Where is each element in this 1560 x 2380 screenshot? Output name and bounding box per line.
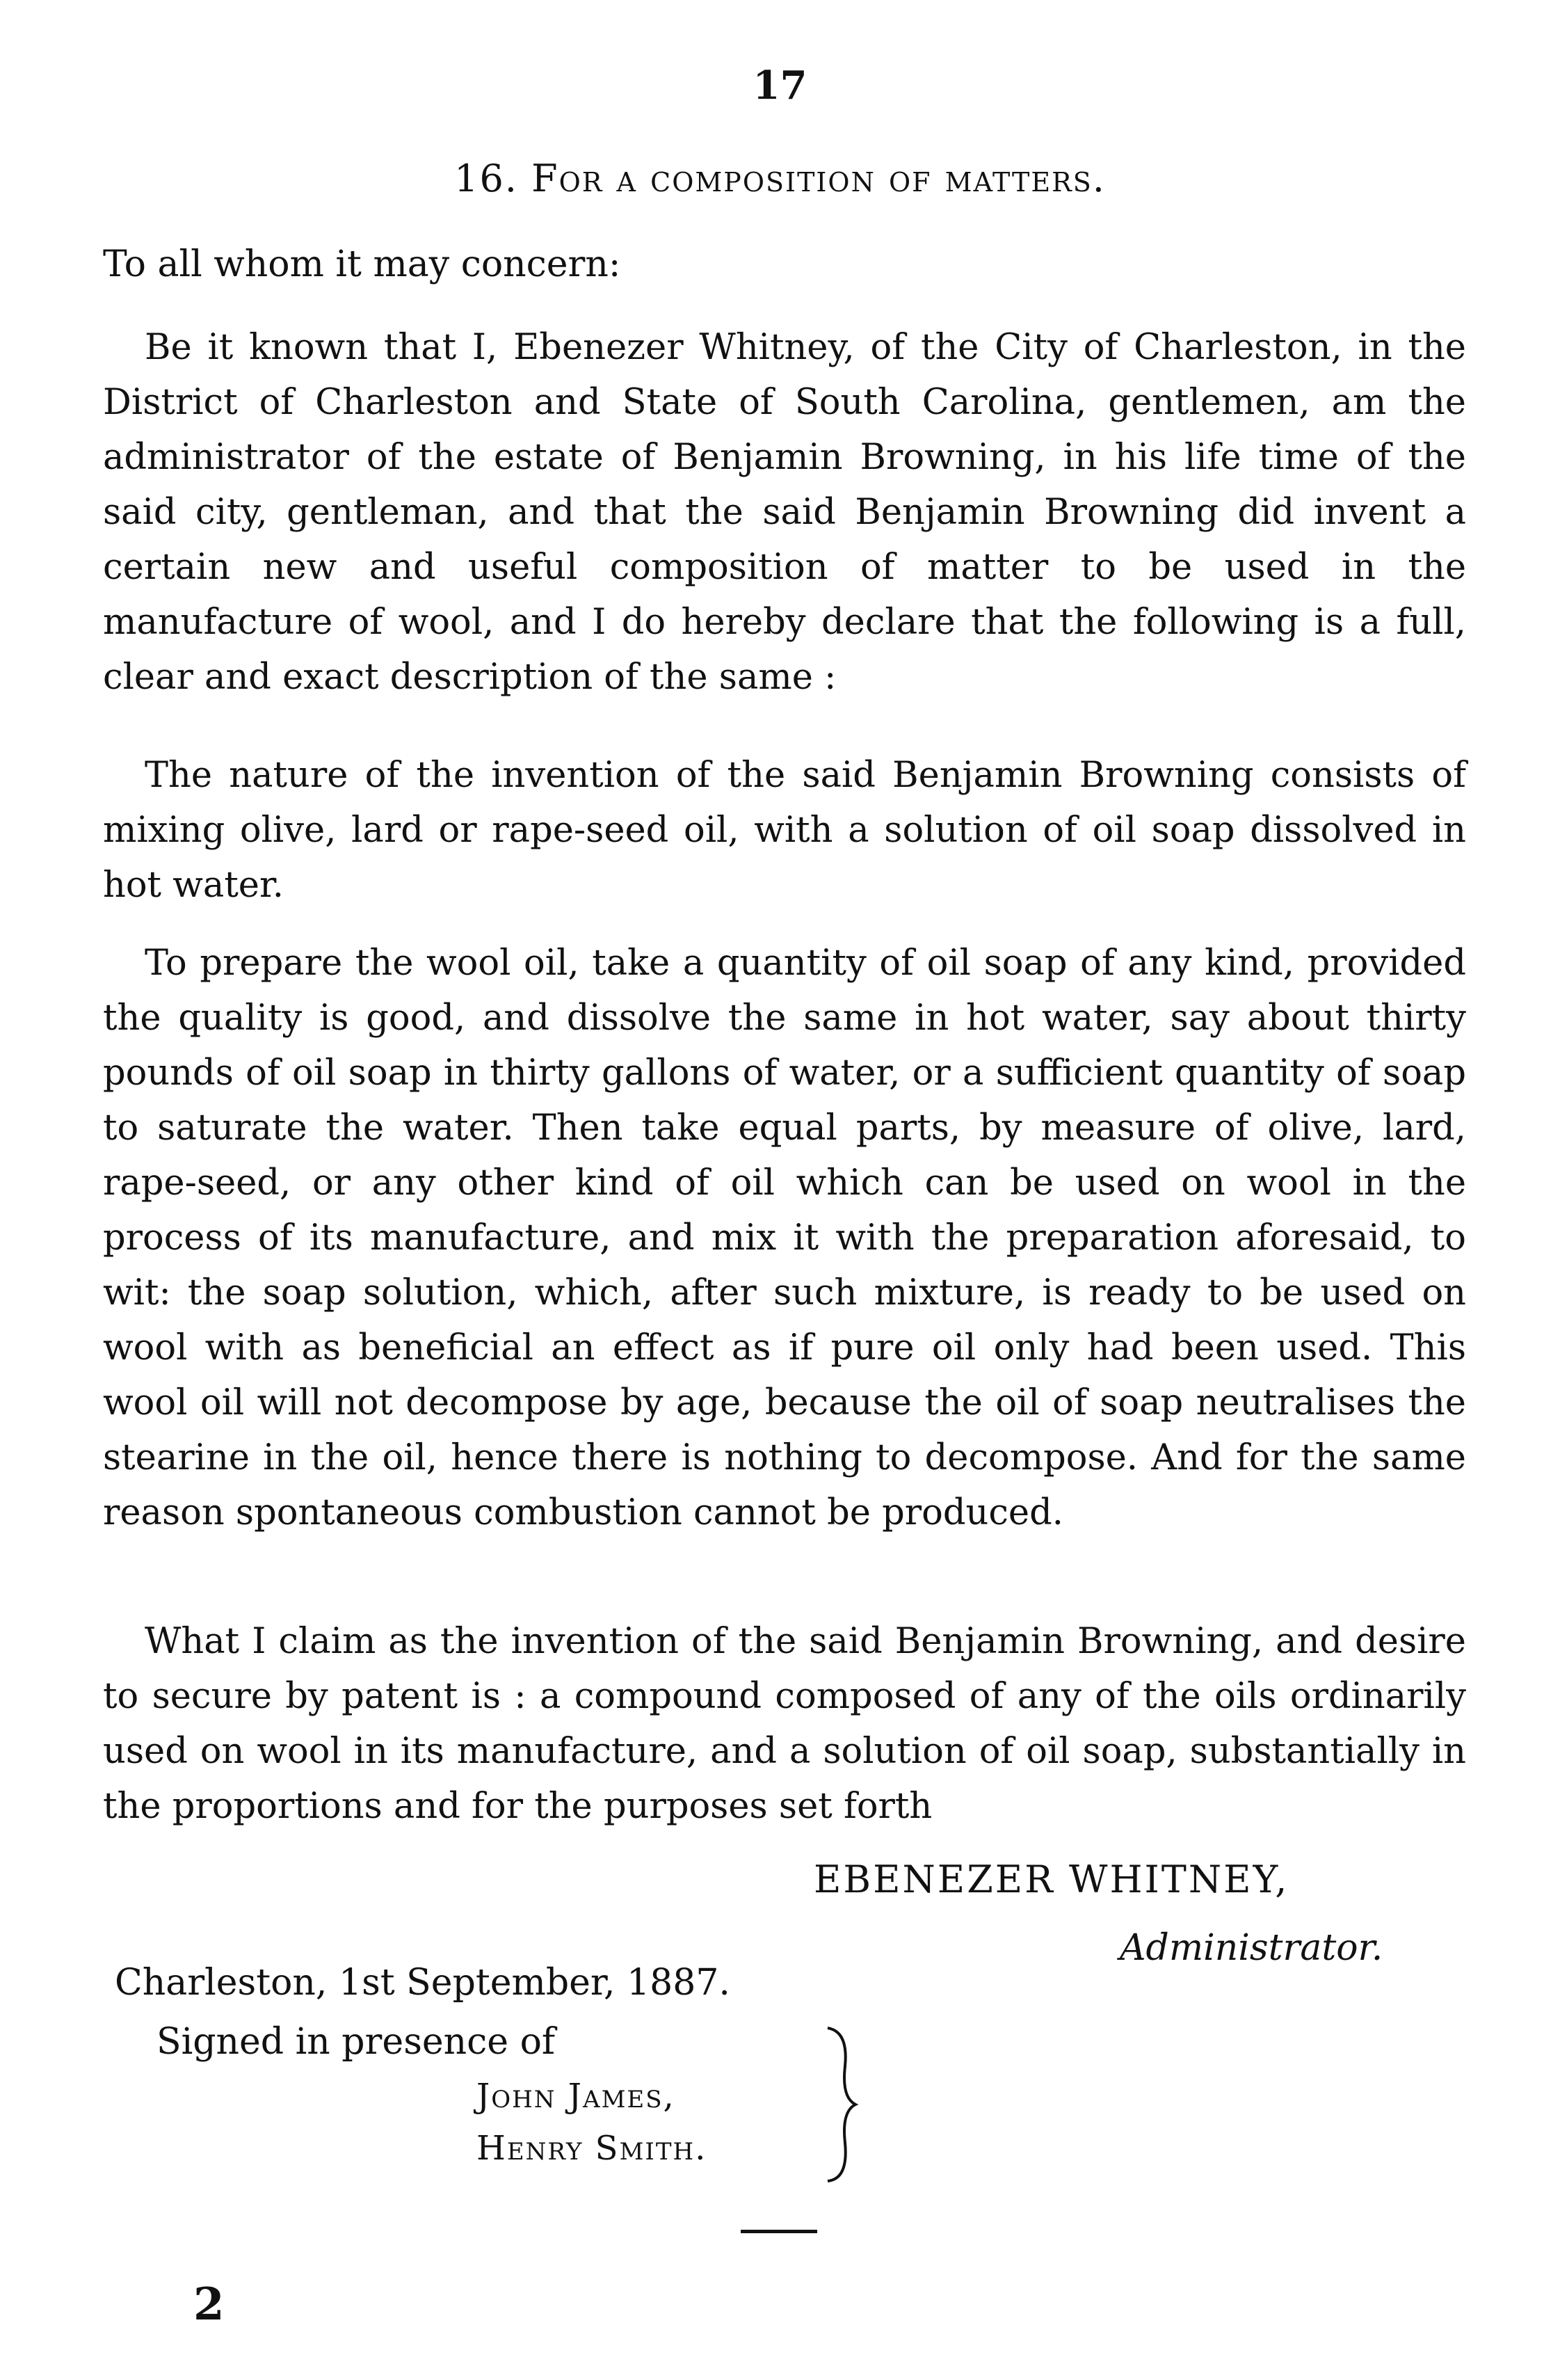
salutation: To all whom it may concern: <box>103 243 621 285</box>
signature-mark: 2 <box>193 2278 225 2331</box>
divider-rule <box>741 2230 817 2233</box>
signature-role: Administrator. <box>1120 1927 1383 1969</box>
paragraph-nature: The nature of the invention of the said Benjamin Browning consists of mixing olive, lard or rape-seed oil, with a solution of oil soap dissolved in hot water. <box>103 755 1466 906</box>
section-number: 16. <box>454 157 518 200</box>
witness-name: Henry Smith. <box>476 2129 707 2168</box>
signature-name: EBENEZER WHITNEY, <box>814 1858 1289 1901</box>
paragraph-declaration: Be it known that I, Ebenezer Whitney, of the City of Charleston, in the District of Charleston and State of South Carolina, gentlemen, am the administrator of the estate of Benjamin Browning, in his life time of the said city, gentleman, and that the said Benjamin Browning did invent a certain new and useful composition of matter to be used in the manufacture of wool, and I do hereby declare that the following is a full, clear and exact description of the same : <box>103 327 1466 698</box>
witness-name: John James, <box>476 2077 675 2116</box>
witness-brace <box>821 2024 862 2185</box>
witness-intro: Signed in presence of <box>156 2021 556 2063</box>
section-title: For a composition of matters. <box>531 157 1106 200</box>
paragraph-preparation: To prepare the wool oil, take a quantity of oil soap of any kind, provided the quality is good, and dissolve the same in hot water, say about thirty pounds of oil soap in thirty gallons of water, or a sufficient quantity of soap to saturate the water. Then take equal parts, by measure of olive, lard, rape-seed, or any other kind of oil which can be used on wool in the process of its manufacture, and mix it with the preparation aforesaid, to wit: the soap solution, which, after such mixture, is ready to be used on wool with as beneficial an effect as if pure oil only had been used. This wool oil will not decompose by age, because the oil of soap neutralises the stearine in the oil, hence there is nothing to decompose. And for the same reason spontaneous combustion cannot be produced. <box>103 943 1466 1533</box>
page-number: 17 <box>753 63 807 109</box>
paragraph-claim: What I claim as the invention of the said Benjamin Browning, and desire to secure by patent is : a compound composed of any of the oils ordinarily used on wool in its manufacture, and a solution of oil soap, substantially in the proportions and for the purposes set forth <box>103 1621 1466 1827</box>
section-heading <box>0 157 1560 200</box>
place-date: Charleston, 1st September, 1887. <box>115 1962 730 2004</box>
